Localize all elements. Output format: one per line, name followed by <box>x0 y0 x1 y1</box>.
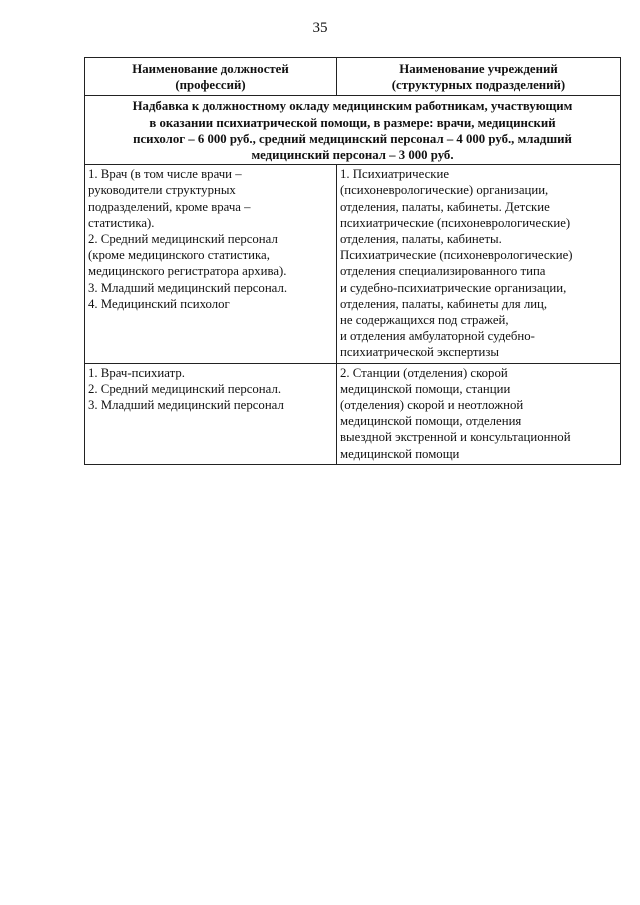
position-line: медицинского регистратора архива). <box>88 264 287 279</box>
position-line: 2. Средний медицинский персонал <box>88 232 278 247</box>
bonus-line: медицинский персонал – 3 000 руб. <box>251 148 454 163</box>
bonus-line: Надбавка к должностному окладу медицинским работникам, участвующим <box>132 99 573 114</box>
position-line: 1. Врач-психиатр. <box>88 365 185 380</box>
header-positions <box>85 58 337 96</box>
institution-line: 1. Психиатрические <box>340 167 450 182</box>
institution-line: медицинской помощи <box>340 446 460 461</box>
institution-line: психиатрической экспертизы <box>340 345 500 360</box>
institution-line: отделения специализированного типа <box>340 264 546 279</box>
position-line: 4. Медицинский психолог <box>88 296 230 311</box>
bonus-description <box>85 96 621 165</box>
header-positions-line: (профессий) <box>175 78 246 93</box>
institution-line: (психоневрологические) организации, <box>340 183 549 198</box>
institution-line: и отделения амбулаторной судебно- <box>340 329 535 344</box>
position-line: статистика). <box>88 215 155 230</box>
institution-line: Психиатрические (психоневрологические) <box>340 248 573 263</box>
institution-line: психиатрические (психоневрологические) <box>340 215 571 230</box>
positions-cell <box>85 165 337 363</box>
position-line: 2. Средний медицинский персонал. <box>88 381 282 396</box>
institution-line: отделения, палаты, кабинеты для лиц, <box>340 296 548 311</box>
institutions-cell <box>337 165 621 363</box>
institution-line: медицинской помощи, отделения <box>340 414 522 429</box>
header-institutions <box>337 58 621 96</box>
position-line: 3. Младший медицинский персонал. <box>88 280 288 295</box>
position-line: подразделений, кроме врача – <box>88 199 251 214</box>
institution-line: (отделения) скорой и неотложной <box>340 398 524 413</box>
institution-line: и судебно-психиатрические организации, <box>340 280 567 295</box>
page-number: 35 <box>312 20 328 36</box>
bonus-line: психолог – 6 000 руб., средний медицинский персонал – 4 000 руб., младший <box>133 131 572 146</box>
bonus-row <box>85 96 621 165</box>
position-line: руководители структурных <box>88 183 236 198</box>
table-header-row <box>85 58 621 96</box>
institutions-cell <box>337 363 621 464</box>
position-line: 3. Младший медицинский персонал <box>88 398 284 413</box>
header-positions-line: Наименование должностей <box>132 62 289 76</box>
institution-line: не содержащихся под стражей, <box>340 313 509 328</box>
position-line: (кроме медицинского статистика, <box>88 248 270 263</box>
header-institutions-line: (структурных подразделений) <box>391 78 566 93</box>
bonus-line: в оказании психиатрической помощи, в размере: врачи, медицинский <box>149 115 556 130</box>
table-row <box>85 363 621 464</box>
institution-line: отделения, палаты, кабинеты. <box>340 232 502 247</box>
institution-line: 2. Станции (отделения) скорой <box>340 365 508 380</box>
institution-line: медицинской помощи, станции <box>340 381 511 396</box>
positions-cell <box>85 363 337 464</box>
table-row <box>85 165 621 363</box>
allowance-table <box>84 57 621 465</box>
header-institutions-line: Наименование учреждений <box>399 62 558 76</box>
position-line: 1. Врач (в том числе врачи – <box>88 167 242 182</box>
institution-line: выездной экстренной и консультационной <box>340 430 571 445</box>
institution-line: отделения, палаты, кабинеты. Детские <box>340 199 550 214</box>
